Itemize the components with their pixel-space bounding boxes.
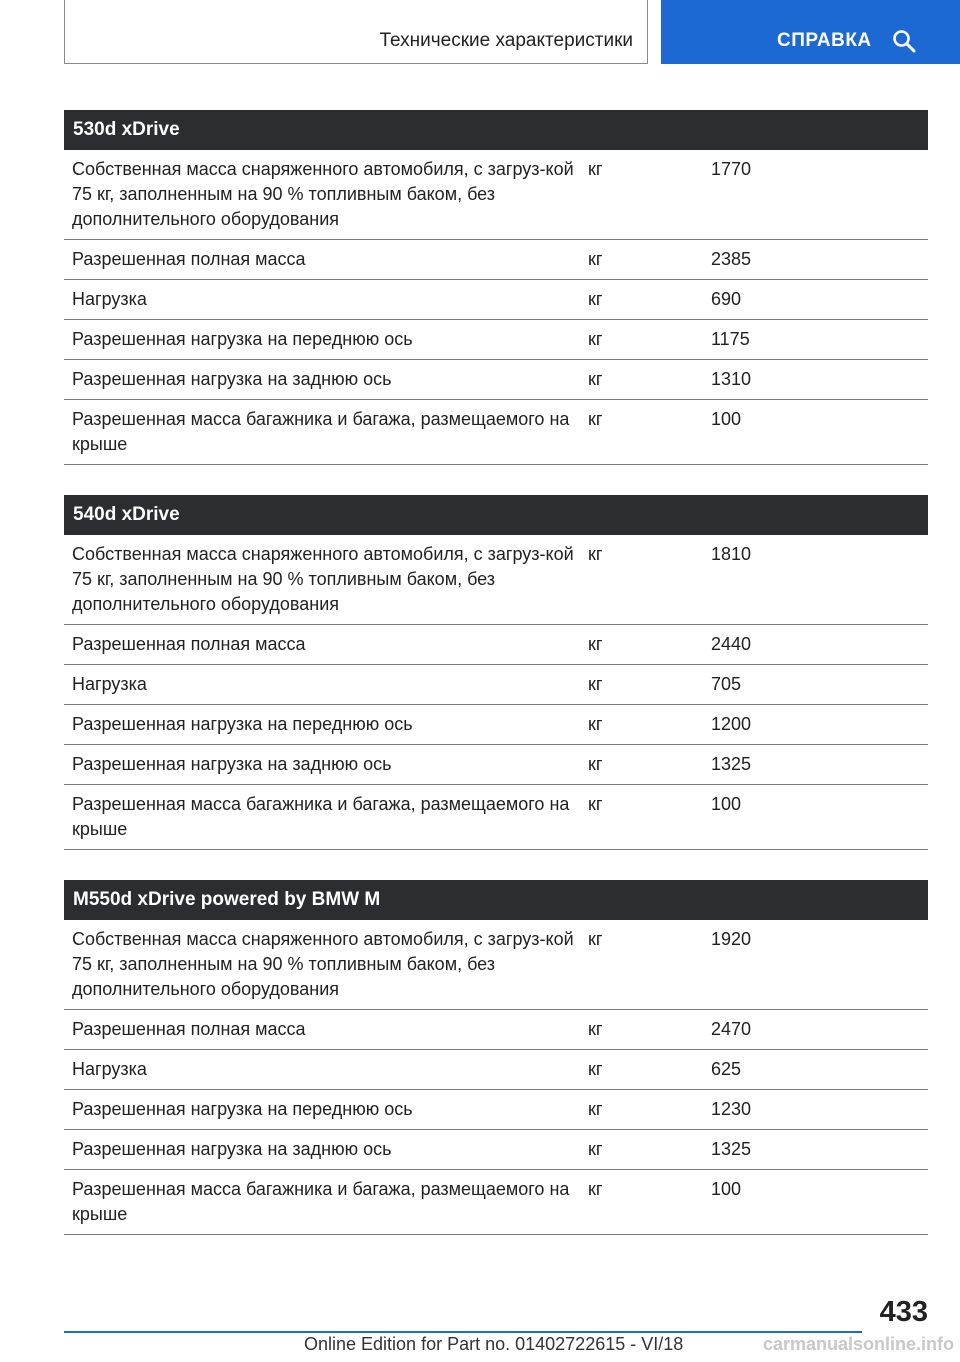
row-unit: кг <box>588 674 603 694</box>
row-unit: кг <box>588 1019 603 1039</box>
page-number: 433 <box>879 1296 928 1328</box>
edition-text: Online Edition for Part no. 01402722615 - VI/18 <box>304 1334 684 1354</box>
model-heading: 540d xDrive <box>64 495 928 535</box>
row-value: 1810 <box>711 544 752 564</box>
row-value: 1770 <box>711 159 752 179</box>
table-row <box>64 150 928 240</box>
row-label: Разрешенная нагрузка на переднюю ось <box>72 329 413 349</box>
section-title-tab[interactable] <box>64 0 648 64</box>
row-value: 2470 <box>711 1019 752 1039</box>
spec-tables <box>64 110 928 1265</box>
table-row <box>64 535 928 625</box>
help-label: СПРАВКА <box>777 30 872 51</box>
row-label: Разрешенная полная масса <box>72 1019 306 1039</box>
row-unit: кг <box>588 929 603 949</box>
row-label: Разрешенная нагрузка на переднюю ось <box>72 1099 413 1119</box>
table-row <box>64 745 928 785</box>
table-row <box>64 280 928 320</box>
row-value: 100 <box>711 409 742 429</box>
row-unit: кг <box>588 714 603 734</box>
footer-divider <box>64 1331 862 1333</box>
table-row <box>64 1090 928 1130</box>
model-heading: 530d xDrive <box>64 110 928 150</box>
row-unit: кг <box>588 1139 603 1159</box>
row-label: Разрешенная масса багажника и багажа, размещаемого на крыше <box>72 1179 570 1224</box>
row-unit: кг <box>588 159 603 179</box>
row-value: 2385 <box>711 249 752 269</box>
table-row <box>64 360 928 400</box>
spec-table <box>64 495 928 850</box>
table-row <box>64 1050 928 1090</box>
row-unit: кг <box>588 289 603 309</box>
row-label: Нагрузка <box>72 289 147 309</box>
row-unit: кг <box>588 754 603 774</box>
row-label: Разрешенная полная масса <box>72 634 306 654</box>
table-row <box>64 1010 928 1050</box>
row-label: Разрешенная нагрузка на переднюю ось <box>72 714 413 734</box>
row-label: Разрешенная нагрузка на заднюю ось <box>72 369 392 389</box>
row-value: 1920 <box>711 929 752 949</box>
row-label: Собственная масса снаряженного автомобиля, с загруз-кой 75 кг, заполненным на 90 % топливным баком, без дополнительного оборудования <box>72 544 574 614</box>
row-unit: кг <box>588 409 603 429</box>
row-label: Разрешенная полная масса <box>72 249 306 269</box>
row-value: 625 <box>711 1059 742 1079</box>
row-label: Разрешенная нагрузка на заднюю ось <box>72 1139 392 1159</box>
section-title: Технические характеристики <box>379 29 633 51</box>
table-row <box>64 920 928 1010</box>
row-unit: кг <box>588 1059 603 1079</box>
row-value: 705 <box>711 674 742 694</box>
row-label: Разрешенная масса багажника и багажа, размещаемого на крыше <box>72 409 570 454</box>
table-row <box>64 785 928 850</box>
row-value: 2440 <box>711 634 752 654</box>
row-value: 1200 <box>711 714 752 734</box>
row-value: 690 <box>711 289 742 309</box>
table-row <box>64 400 928 465</box>
row-unit: кг <box>588 634 603 654</box>
row-value: 1325 <box>711 754 752 774</box>
row-label: Разрешенная масса багажника и багажа, размещаемого на крыше <box>72 794 570 839</box>
search-icon[interactable] <box>892 29 916 53</box>
row-value: 100 <box>711 1179 742 1199</box>
table-row <box>64 240 928 280</box>
table-row <box>64 625 928 665</box>
row-value: 1230 <box>711 1099 752 1119</box>
watermark: carmanualsonline.info <box>762 1334 954 1354</box>
row-label: Нагрузка <box>72 674 147 694</box>
table-row <box>64 705 928 745</box>
row-label: Собственная масса снаряженного автомобиля, с загруз-кой 75 кг, заполненным на 90 % топливным баком, без дополнительного оборудования <box>72 929 574 999</box>
row-label: Нагрузка <box>72 1059 147 1079</box>
row-unit: кг <box>588 544 603 564</box>
row-value: 1310 <box>711 369 752 389</box>
table-row <box>64 665 928 705</box>
row-unit: кг <box>588 249 603 269</box>
row-label: Собственная масса снаряженного автомобиля, с загруз-кой 75 кг, заполненным на 90 % топливным баком, без дополнительного оборудования <box>72 159 574 229</box>
help-tab[interactable] <box>661 0 960 64</box>
row-value: 1325 <box>711 1139 752 1159</box>
row-value: 1175 <box>711 329 750 349</box>
row-unit: кг <box>588 369 603 389</box>
row-unit: кг <box>588 329 603 349</box>
spec-table <box>64 880 928 1235</box>
table-row <box>64 1170 928 1235</box>
row-label: Разрешенная нагрузка на заднюю ось <box>72 754 392 774</box>
model-heading: M550d xDrive powered by BMW M <box>64 880 928 920</box>
row-value: 100 <box>711 794 742 814</box>
table-row <box>64 1130 928 1170</box>
row-unit: кг <box>588 1179 603 1199</box>
row-unit: кг <box>588 794 603 814</box>
table-row <box>64 320 928 360</box>
spec-table <box>64 110 928 465</box>
row-unit: кг <box>588 1099 603 1119</box>
